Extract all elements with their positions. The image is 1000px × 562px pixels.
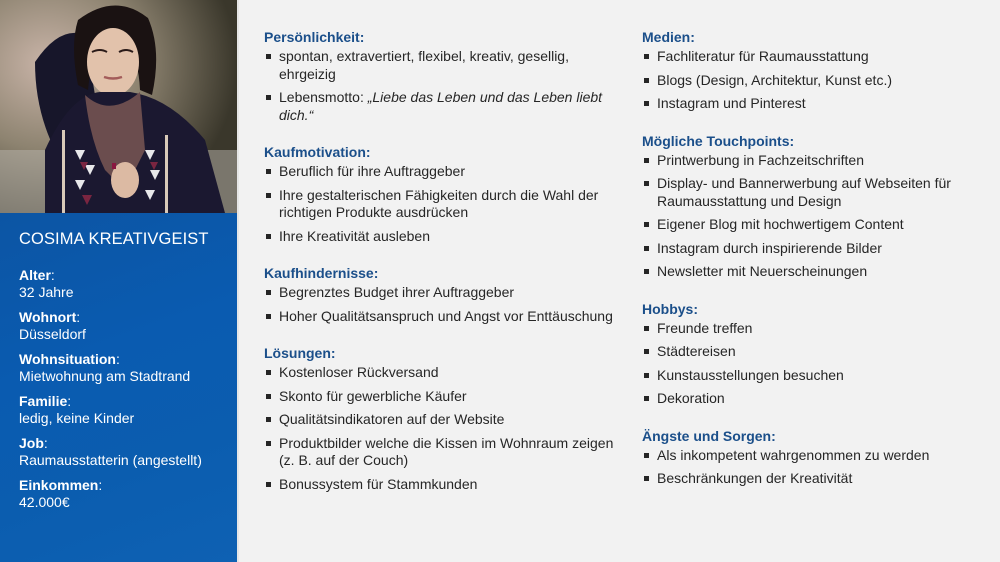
motto-quote: „Liebe das Leben und das Leben liebt dich.“ xyxy=(279,89,603,123)
field-job: Job: Raumausstatterin (angestellt) xyxy=(19,435,237,469)
list-item: Begrenztes Budget ihrer Auftraggeber xyxy=(264,284,614,302)
field-family-value: ledig, keine Kinder xyxy=(19,410,135,426)
list-item: Fachliteratur für Raumausstattung xyxy=(642,48,982,66)
list-item: Instagram und Pinterest xyxy=(642,95,982,113)
personality-list xyxy=(264,48,614,124)
list-item: Ihre Kreativität ausleben xyxy=(264,228,614,246)
field-age-label: Alter xyxy=(19,267,51,283)
right-column xyxy=(642,29,982,508)
section-title-purchase-obstacles: Kaufhindernisse: xyxy=(264,265,379,281)
field-family-label: Familie xyxy=(19,393,68,409)
field-income-value: 42.000€ xyxy=(19,494,70,510)
section-hobbies xyxy=(642,301,982,408)
field-age-value: 32 Jahre xyxy=(19,284,74,300)
persona-profile xyxy=(0,213,237,562)
list-item: Beschränkungen der Kreativität xyxy=(642,470,982,488)
list-item: Beruflich für ihre Auftraggeber xyxy=(264,163,614,181)
section-solutions xyxy=(264,345,614,493)
field-living-situation: Wohnsituation: Mietwohnung am Stadtrand xyxy=(19,351,237,385)
list-item: Hoher Qualitätsanspruch und Angst vor Enttäuschung xyxy=(264,308,614,326)
solutions-list xyxy=(264,364,614,493)
touchpoints-list xyxy=(642,152,982,281)
hobbies-list xyxy=(642,320,982,408)
motto-prefix: Lebensmotto: xyxy=(279,89,368,105)
field-living-situation-label: Wohnsituation xyxy=(19,351,116,367)
list-item: Newsletter mit Neuerscheinungen xyxy=(642,263,982,281)
fears-list xyxy=(642,447,982,488)
section-title-media: Medien: xyxy=(642,29,695,45)
motivation-list xyxy=(264,163,614,245)
field-job-value: Raumausstatterin (angestellt) xyxy=(19,452,202,468)
list-item: Produktbilder welche die Kissen im Wohnraum zeigen (z. B. auf der Couch) xyxy=(264,435,614,470)
persona-name: COSIMA KREATIVGEIST xyxy=(19,230,209,248)
section-title-purchase-motivation: Kaufmotivation: xyxy=(264,144,371,160)
list-item: spontan, extravertiert, flexibel, kreativ, gesellig, ehrgeizig xyxy=(264,48,614,83)
list-item: Instagram durch inspirierende Bilder xyxy=(642,240,982,258)
list-item: Dekoration xyxy=(642,390,982,408)
list-item: Display- und Bannerwerbung auf Webseiten für Raumausstattung und Design xyxy=(642,175,982,210)
list-item: Kunstausstellungen besuchen xyxy=(642,367,982,385)
field-income: Einkommen: 42.000€ xyxy=(19,477,237,511)
field-residence-value: Düsseldorf xyxy=(19,326,86,342)
field-age: Alter: 32 Jahre xyxy=(19,267,237,301)
list-item: Freunde treffen xyxy=(642,320,982,338)
obstacles-list xyxy=(264,284,614,325)
field-family: Familie: ledig, keine Kinder xyxy=(19,393,237,427)
section-personality xyxy=(264,29,614,124)
list-item: Blogs (Design, Architektur, Kunst etc.) xyxy=(642,72,982,90)
list-item: Skonto für gewerbliche Käufer xyxy=(264,388,614,406)
list-item-motto xyxy=(264,89,614,124)
left-column xyxy=(264,29,614,513)
list-item: Kostenloser Rückversand xyxy=(264,364,614,382)
persona-sidebar xyxy=(0,0,237,562)
list-item: Qualitätsindikatoren auf der Website xyxy=(264,411,614,429)
list-item: Bonussystem für Stammkunden xyxy=(264,476,614,494)
list-item: Ihre gestalterischen Fähigkeiten durch die Wahl der richtigen Produkte ausdrücken xyxy=(264,187,614,222)
field-residence-label: Wohnort xyxy=(19,309,77,325)
section-purchase-obstacles xyxy=(264,265,614,325)
list-item: Als inkompetent wahrgenommen zu werden xyxy=(642,447,982,465)
section-title-solutions: Lösungen: xyxy=(264,345,336,361)
section-title-fears: Ängste und Sorgen: xyxy=(642,427,776,444)
field-job-label: Job xyxy=(19,435,44,451)
list-item: Printwerbung in Fachzeitschriften xyxy=(642,152,982,170)
field-residence: Wohnort: Düsseldorf xyxy=(19,309,237,343)
section-purchase-motivation xyxy=(264,144,614,245)
section-touchpoints xyxy=(642,133,982,281)
media-list xyxy=(642,48,982,113)
field-living-situation-value: Mietwohnung am Stadtrand xyxy=(19,368,191,384)
list-item: Eigener Blog mit hochwertigem Content xyxy=(642,216,982,234)
section-title-touchpoints: Mögliche Touchpoints: xyxy=(642,132,795,149)
sidebar-divider xyxy=(237,0,239,562)
section-title-hobbies: Hobbys: xyxy=(642,300,698,317)
section-title-personality: Persönlichkeit: xyxy=(264,29,365,45)
persona-photo xyxy=(0,0,237,213)
field-income-label: Einkommen xyxy=(19,477,99,493)
section-media xyxy=(642,29,982,113)
list-item: Städtereisen xyxy=(642,343,982,361)
section-fears xyxy=(642,428,982,488)
